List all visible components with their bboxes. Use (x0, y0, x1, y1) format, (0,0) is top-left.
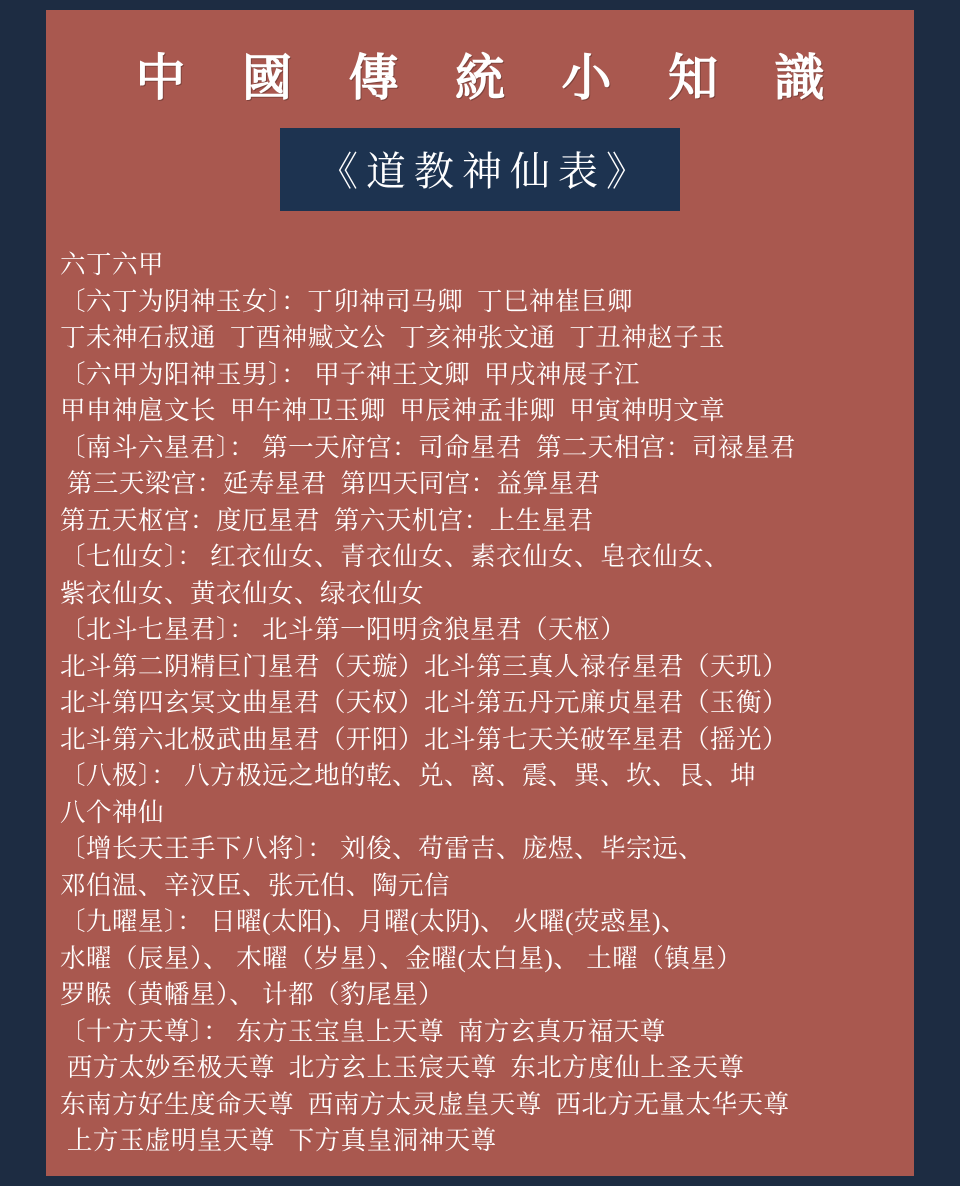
content-line: 北斗第六北极武曲星君（开阳）北斗第七天关破军星君（摇光） (60, 724, 789, 754)
subtitle-container (46, 128, 914, 211)
content-line: 八个神仙 (60, 797, 165, 827)
content-line: 第五天枢宫：度厄星君 第六天机宫：上生星君 (60, 505, 594, 535)
poster-card (46, 10, 914, 1176)
subtitle-banner: 《道教神仙表》 (280, 128, 680, 211)
content-line: 〔七仙女〕： 红衣仙女、青衣仙女、素衣仙女、皂衣仙女、 (60, 542, 731, 571)
content-line: 六丁六甲 (60, 250, 165, 279)
content-line: 甲申神扈文长 甲午神卫玉卿 甲辰神孟非卿 甲寅神明文章 (60, 396, 726, 425)
content-line: 〔六丁为阴神玉女〕：丁卯神司马卿 丁巳神崔巨卿 (60, 286, 634, 316)
content-line: 北斗第二阴精巨门星君（天璇）北斗第三真人禄存星君（天玑） (60, 651, 789, 681)
content-line: 丁未神石叔通 丁酉神臧文公 丁亥神张文通 丁丑神赵子玉 (60, 323, 726, 352)
content-line: 〔北斗七星君〕： 北斗第一阳明贪狼星君（天枢） (60, 615, 627, 644)
content-line: 〔八极〕： 八方极远之地的乾、兑、离、震、巽、坎、艮、坤 (60, 761, 757, 790)
page-title: 中 國 傳 統 小 知 識 (135, 50, 847, 106)
content-line: 〔南斗六星君〕： 第一天府宫：司命星君 第二天相宫：司禄星君 (60, 432, 796, 462)
content-line: 紫衣仙女、黄衣仙女、绿衣仙女 (60, 578, 425, 608)
content-line: 邓伯温、辛汉臣、张元伯、陶元信 (60, 870, 451, 900)
content-line: 水曜（辰星）、 木曜（岁星）、金曜(太白星)、 土曜（镇星） (60, 943, 743, 973)
content-line: 〔增长天王手下八将〕： 刘俊、苟雷吉、庞煜、毕宗远、 (60, 834, 705, 863)
content-line: 东南方好生度命天尊 西南方太灵虚皇天尊 西北方无量太华天尊 (60, 1089, 790, 1119)
content-line: 上方玉虚明皇天尊 下方真皇洞神天尊 (60, 1126, 497, 1155)
content-line: 西方太妙至极天尊 北方玄上玉宸天尊 东北方度仙上圣天尊 (60, 1053, 745, 1082)
content-line: 〔十方天尊〕： 东方玉宝皇上天尊 南方玄真万福天尊 (60, 1016, 666, 1046)
content-line: 〔六甲为阳神玉男〕： 甲子神王文卿 甲戌神展子江 (60, 359, 640, 389)
content-line: 第三天梁宫：延寿星君 第四天同宫：益算星君 (60, 469, 601, 498)
content-line: 〔九曜星〕： 日曜(太阳)、月曜(太阴)、 火曜(荧惑星)、 (60, 907, 687, 936)
content-line: 罗睺（黄幡星）、 计都（豹尾星） (60, 980, 445, 1009)
content-body (46, 247, 914, 1160)
content-line: 北斗第四玄冥文曲星君（天权）北斗第五丹元廉贞星君（玉衡） (60, 688, 789, 717)
